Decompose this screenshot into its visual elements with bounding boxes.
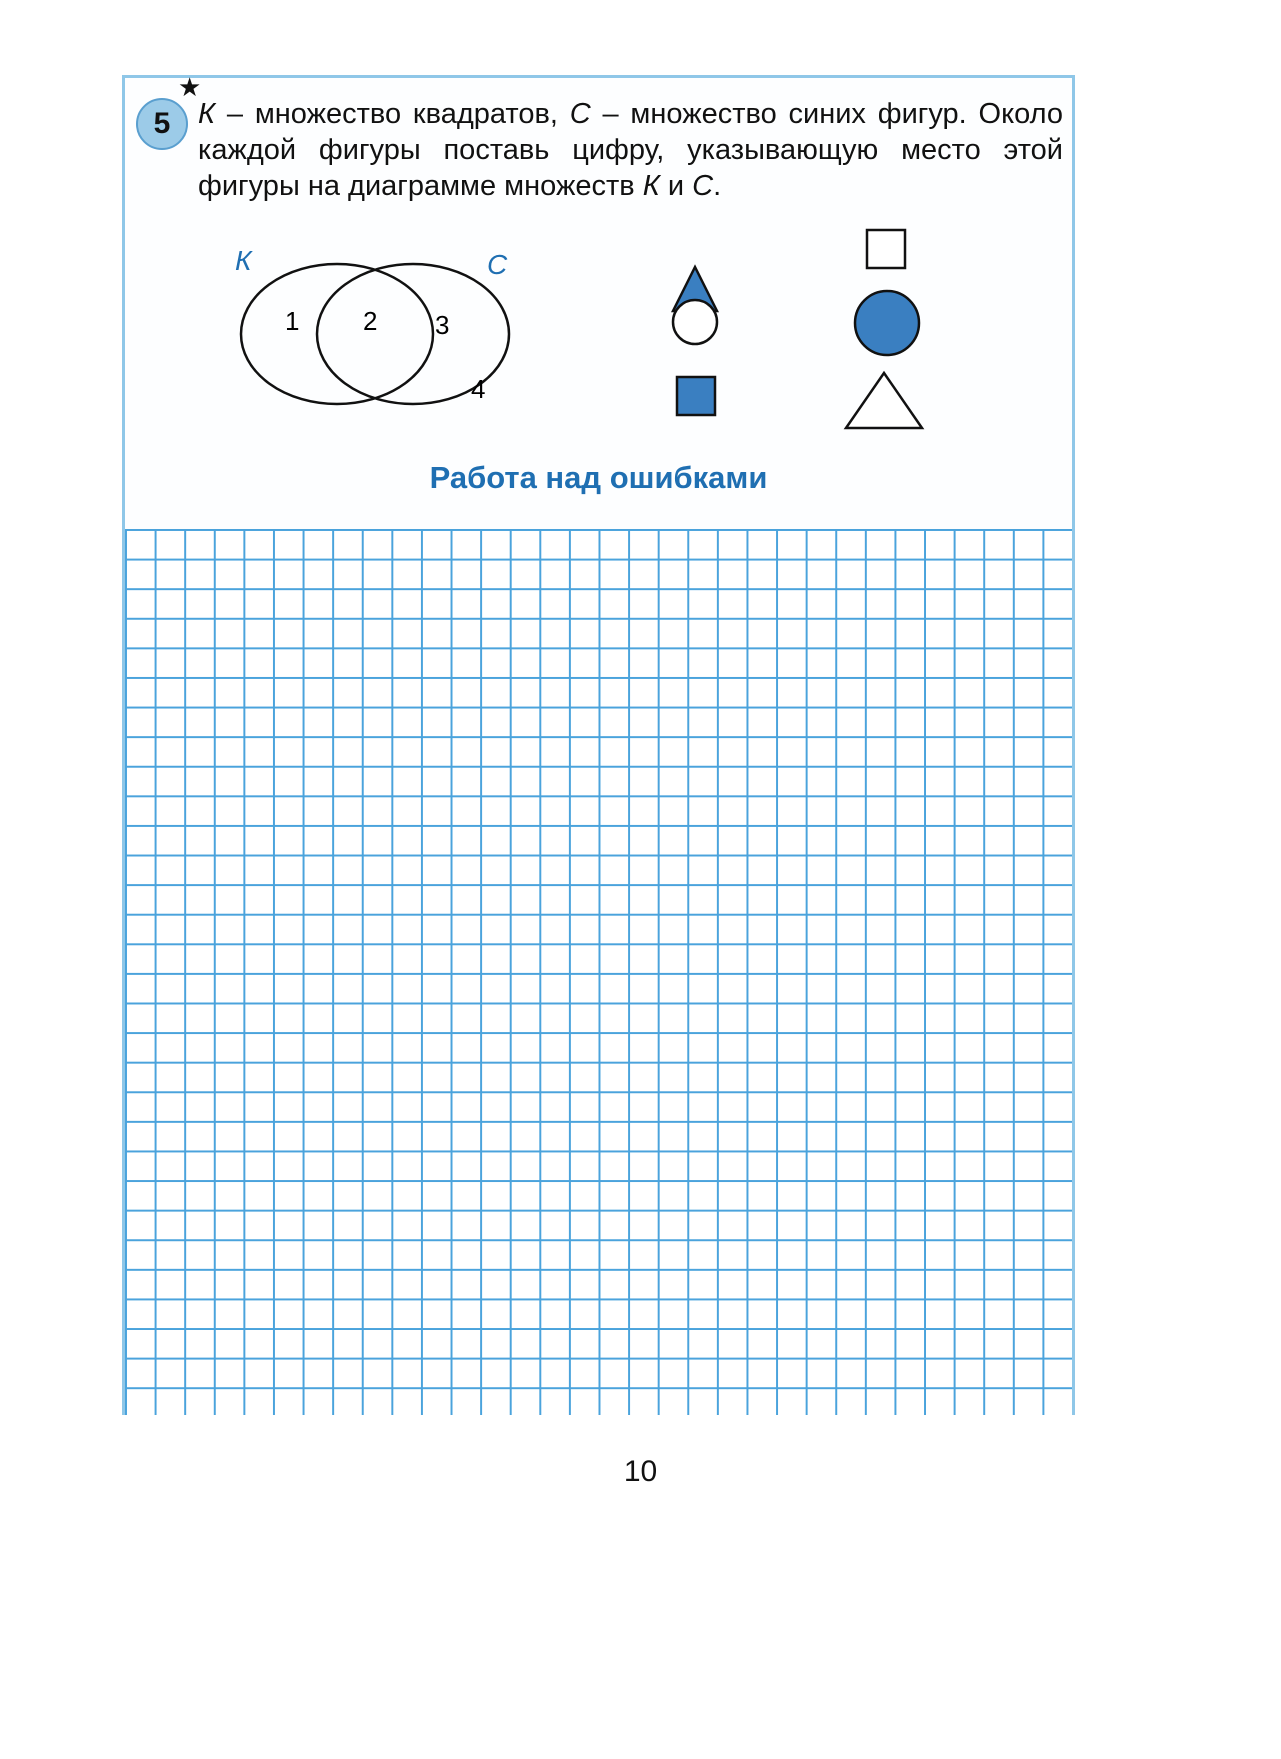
task-area — [125, 72, 1072, 529]
task-number: 5 — [153, 107, 171, 140]
region-label-2: 2 — [363, 306, 378, 336]
var-c-2: С — [692, 170, 714, 202]
white-square — [867, 230, 905, 268]
star-icon: ★ — [178, 72, 202, 102]
set-k-ellipse — [241, 264, 433, 404]
task-text-3: и — [659, 170, 693, 202]
task-text-1: – множество квадратов, — [215, 98, 570, 130]
page-number: 10 — [623, 1455, 658, 1488]
blue-circle — [855, 291, 919, 355]
region-label-4: 4 — [471, 374, 486, 404]
workbook-frame — [122, 72, 1075, 1415]
set-k-label: К — [235, 245, 252, 276]
var-k: К — [198, 98, 216, 130]
white-triangle — [846, 373, 922, 428]
var-k-2: К — [642, 170, 660, 202]
section-title: Работа над ошибками — [429, 460, 768, 495]
set-c-label: С — [487, 249, 508, 280]
blue-square — [677, 377, 715, 415]
task-text-2: – множество синих фигур. Около каждой фигуры поставь цифру, указывающую место этой фигуры на диаграмме множеств — [198, 98, 1063, 202]
var-c: С — [569, 98, 591, 130]
region-label-3: 3 — [435, 310, 450, 340]
graph-paper-grid — [125, 529, 1072, 1415]
white-circle — [673, 300, 717, 344]
region-label-1: 1 — [285, 306, 300, 336]
task-text-4: . — [713, 170, 722, 202]
